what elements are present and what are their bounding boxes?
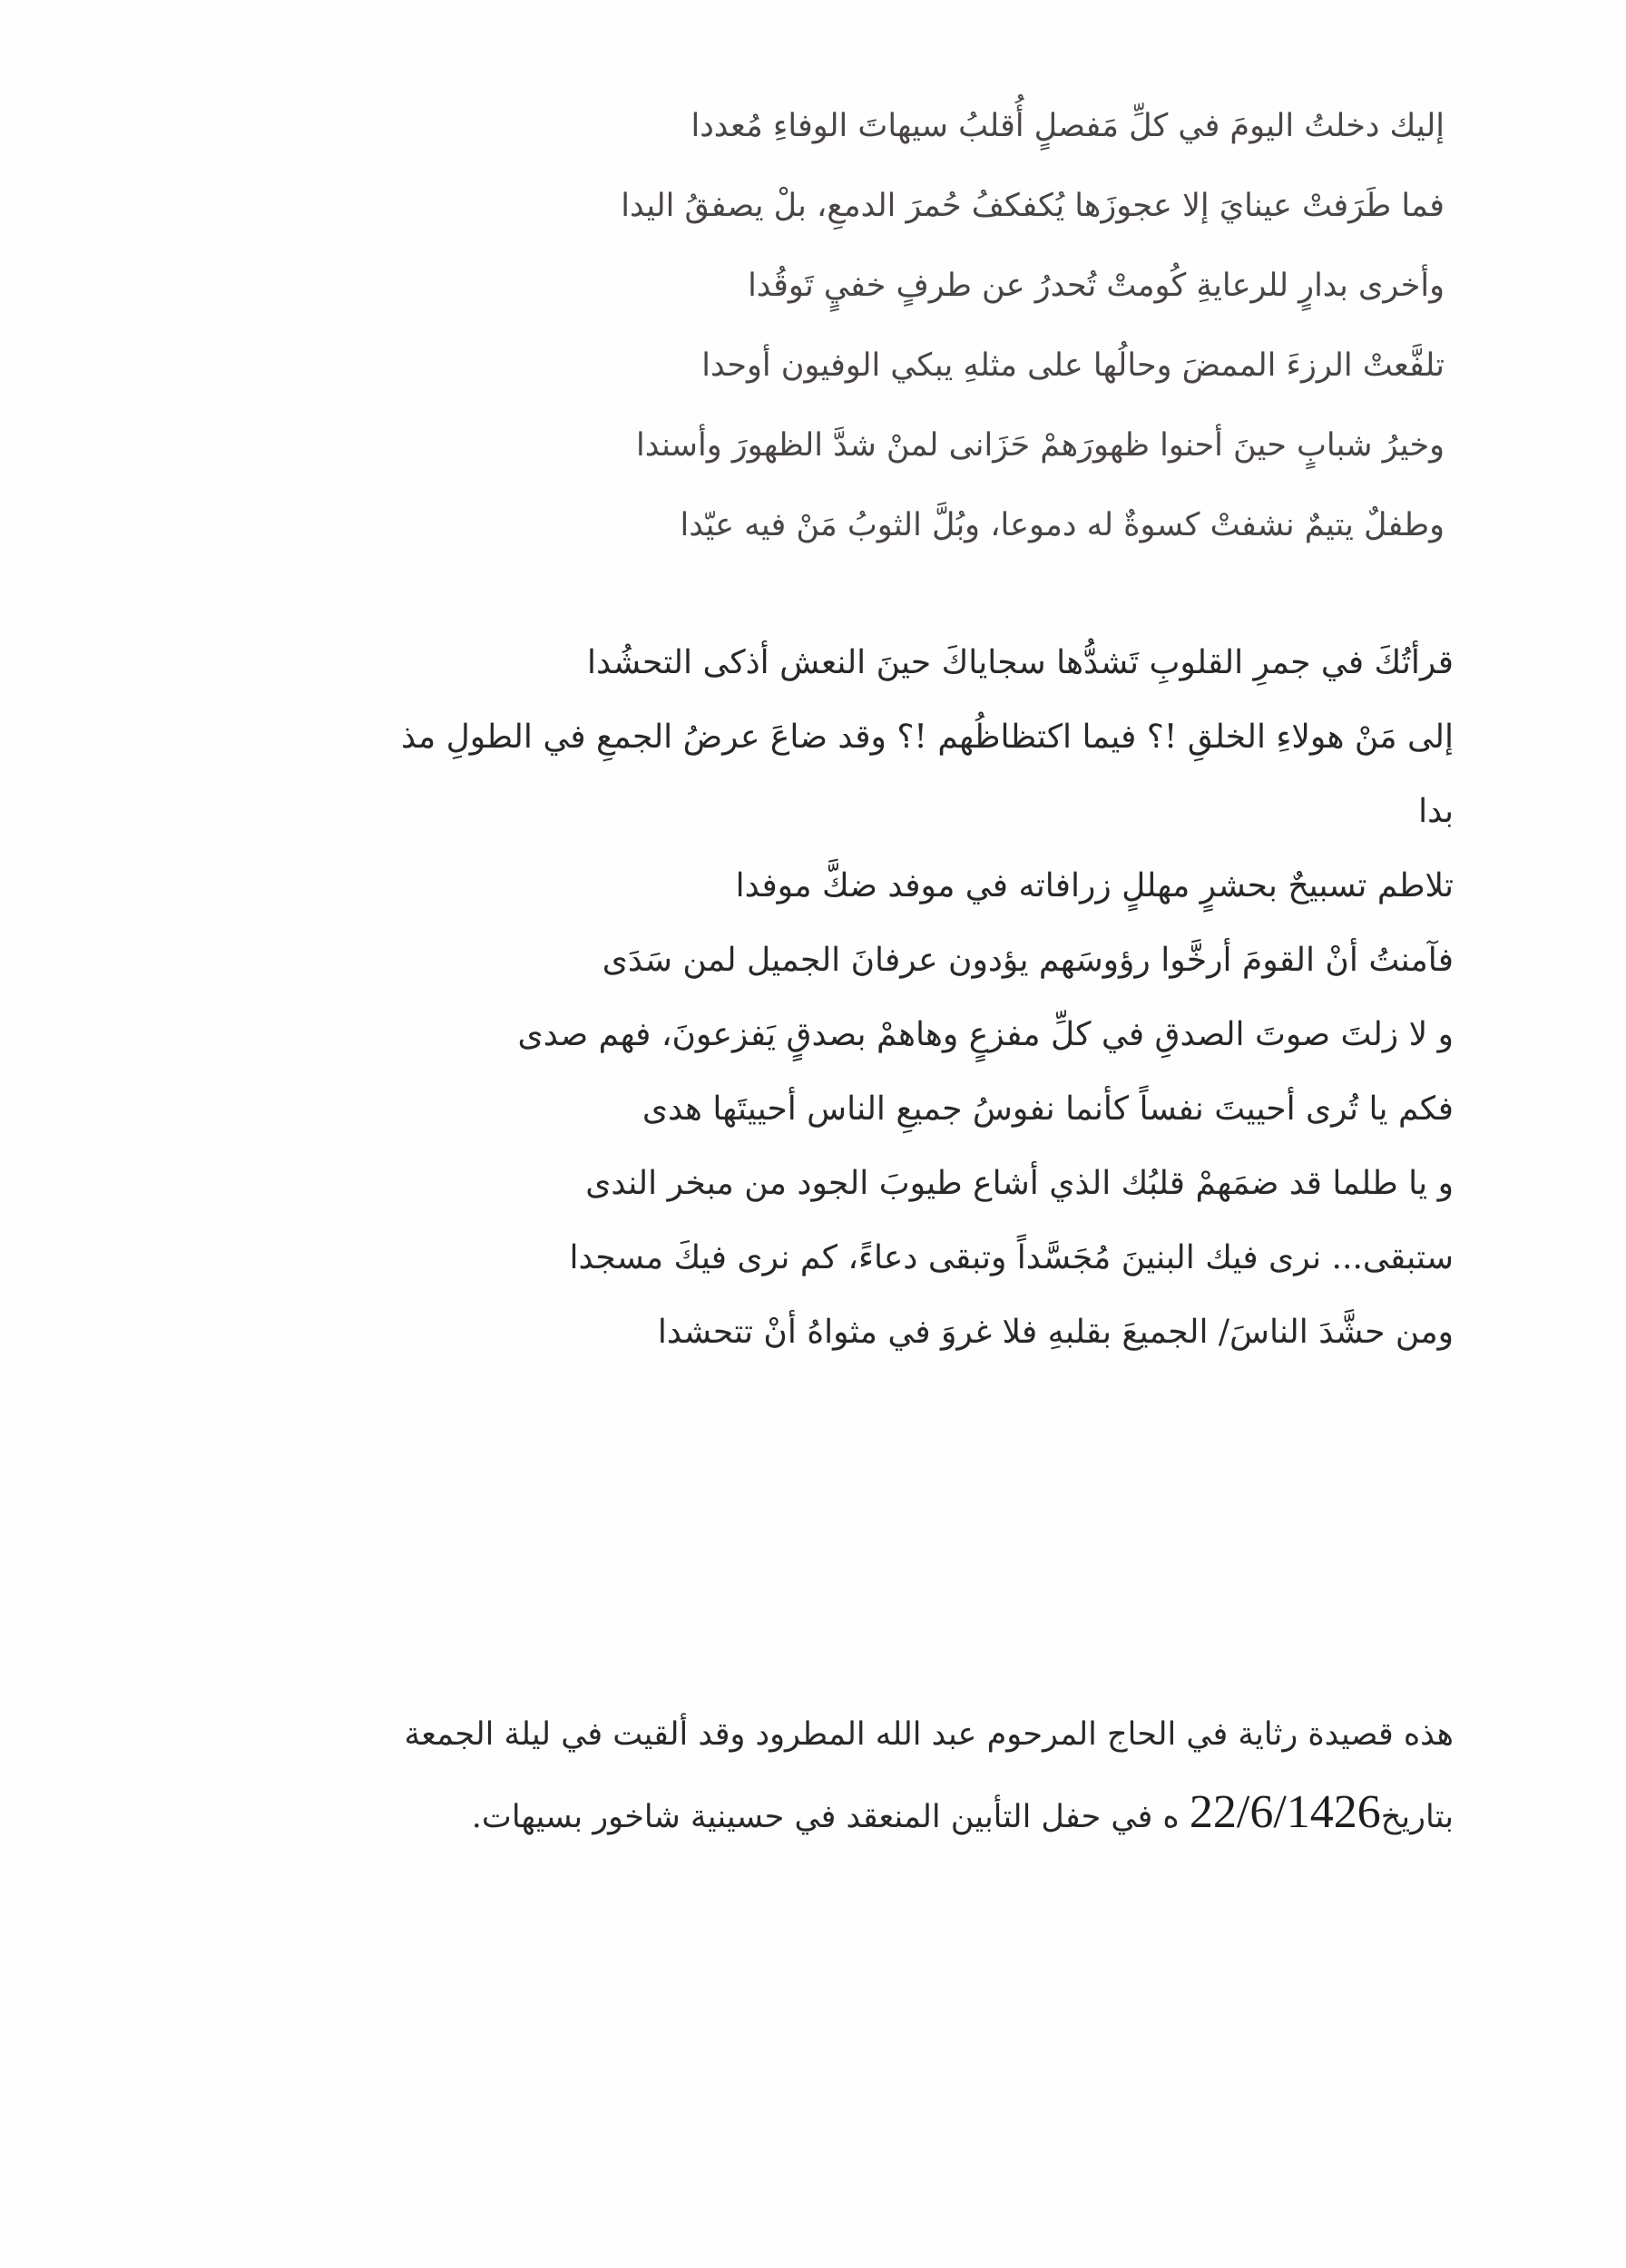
poem-verse: و لا زلتَ صوتَ الصدقِ في كلِّ مفزعٍ وهاهمْ بصدقٍ يَفزعونَ، فهم صدى [517, 1016, 1454, 1053]
footnote-line-1: هذه قصيدة رثاية في الحاج المرحوم عبد الله المطرود وقد ألقيت في ليلة الجمعة [404, 1716, 1454, 1753]
footnote-line-2 [183, 1774, 1454, 1851]
poem-verse: وطفلٌ يتيمٌ نشفتْ كسوةٌ له دموعا، وبُلَّ الثوبُ مَنْ فيه عيّدا [680, 507, 1445, 543]
poem-verse: و يا طلما قد ضمَهمْ قلبُك الذي أشاع طيوبَ الجود من مبخر الندى [585, 1165, 1454, 1202]
poem-verse: فكم يا تُرى أحييتَ نفساً كأنما نفوسُ جميعِ الناس أحييتَها هدى [642, 1090, 1454, 1128]
poem-stanza-2 [183, 626, 1454, 1370]
poem-verse: تلاطم تسبيحٌ بحشرٍ مهللٍ زرافاته في موفد ضكَّ موفدا [735, 867, 1454, 904]
poem-verse: ومن حشَّدَ الناسَ/ الجميعَ بقلبهِ فلا غروَ في مثواهُ أنْ تتحشدا [657, 1314, 1454, 1351]
poem-footnote [183, 1696, 1454, 1851]
poem-verse: تلفَّعتْ الرزءَ الممضَ وحالُها على مثلهِ يبكي الوفيون أوحدا [701, 347, 1445, 384]
poem-verse: قرأتُكَ في جمرِ القلوبِ تَشدُّها سجاياكَ حينَ النعش أذكى التحشُدا [586, 644, 1454, 681]
poem-verse: فما طَرَفتْ عينايَ إلا عجوزَها يُكفكفُ حُمرَ الدمعِ، بلْ يصفقُ اليدا [621, 188, 1445, 224]
poem-verse: فآمنتُ أنْ القومَ أرخَّوا رؤوسَهم يؤدون عرفانَ الجميل لمن سَدَى [602, 942, 1454, 979]
poem-verse: إليك دخلتُ اليومَ في كلِّ مَفصلٍ أُقلبُ سيهاتَ الوفاءِ مُعددا [691, 108, 1445, 144]
footnote-suffix: ه في حفل التأبين المنعقد في حسينية شاخور بسيهات. [471, 1799, 1190, 1835]
footnote-prefix: بتاريخ [1380, 1799, 1454, 1835]
poem-verse: إلى مَنْ هولاءِ الخلقِ !؟ فيما اكتظاظُهم !؟ وقد ضاعَ عرضُ الجمعِ في الطولِ مذ [401, 719, 1454, 756]
poem-verse: وخيرُ شبابٍ حينَ أحنوا ظهورَهمْ حَزَانى لمنْ شدَّ الظهورَ وأسندا [636, 427, 1445, 464]
poem-verse: وأخرى بدارٍ للرعايةِ كُومتْ تُحدرُ عن طرفٍ خفيٍ تَوقُدا [748, 268, 1445, 304]
poem-verse: ستبقى... نرى فيك البنينَ مُجَسَّداً وتبقى دعاءً، كم نرى فيكَ مسجدا [569, 1239, 1454, 1276]
poem-verse-continuation: بدا [1418, 793, 1454, 830]
footnote-date: 22/6/1426 [1189, 1786, 1381, 1838]
poem-stanza-1 [265, 86, 1445, 565]
